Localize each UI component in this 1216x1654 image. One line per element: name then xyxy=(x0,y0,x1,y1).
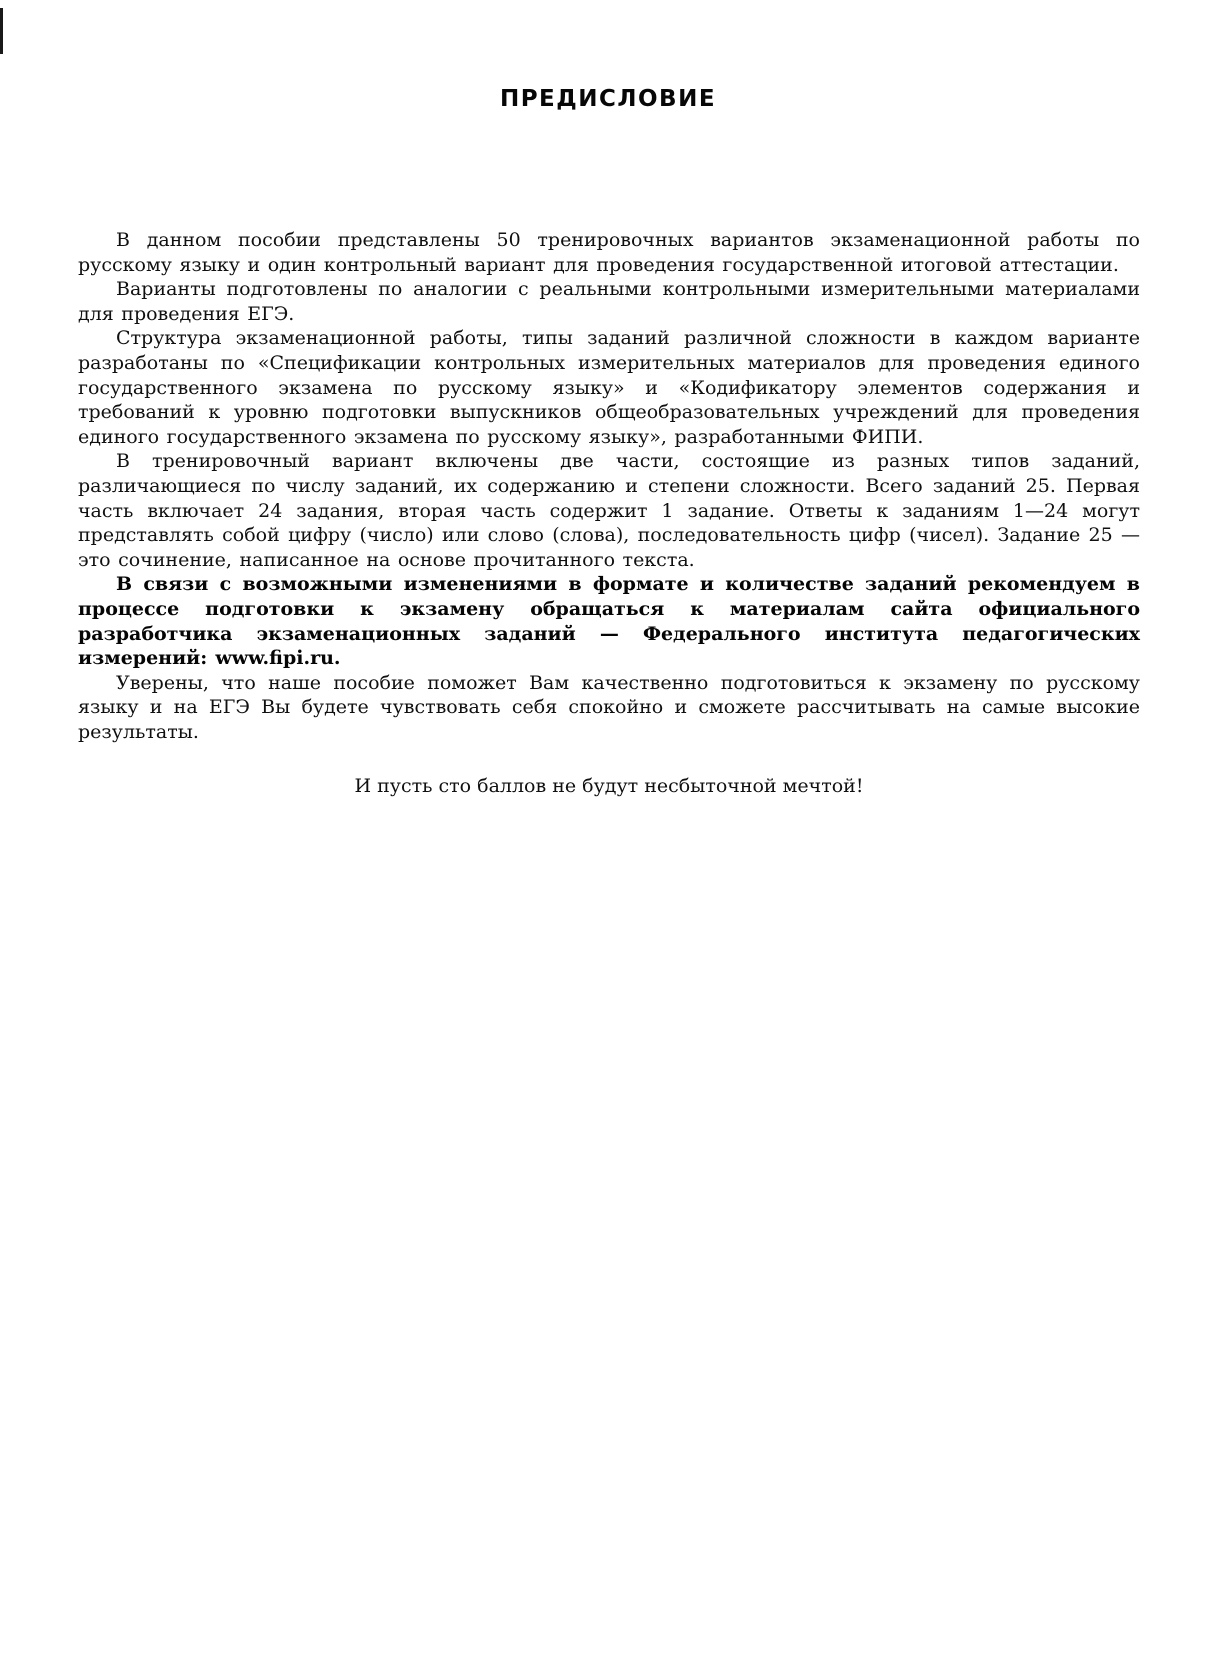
preface-paragraph: Уверены, что наше пособие поможет Вам качественно подготовиться к экзамену по русскому языку и на ЕГЭ Вы будете чувствовать себя спокойно и сможете рассчитывать на самые высокие результаты. xyxy=(78,671,1140,743)
preface-content xyxy=(78,228,1140,799)
closing-line: И пусть сто баллов не будут несбыточной мечтой! xyxy=(354,775,864,798)
scan-edge-artifact xyxy=(0,8,3,54)
preface-paragraph: В тренировочный вариант включены две части, состоящие из разных типов заданий, различающиеся по числу заданий, их содержанию и степени сложности. Всего заданий 25. Первая часть включает 24 задания, вторая часть содержит 1 задание. Ответы к заданиям 1—24 могут представлять собой цифру (число) или слово (слова), последовательность цифр (чисел). Задание 25 — это сочинение, написанное на основе прочитанного текста. xyxy=(78,450,1140,571)
page-title: ПРЕДИСЛОВИЕ xyxy=(499,86,717,112)
preface-paragraph: Структура экзаменационной работы, типы заданий различной сложности в каждом варианте разработаны по «Спецификации контрольных измерительных материалов для проведения единого государственного экзамена по русскому языку» и «Кодификатору элементов содержания и требований к уровню подготовки выпускников общеобразовательных учреждений для проведения единого государственного экзамена по русскому языку», разработанными ФИПИ. xyxy=(78,327,1140,448)
preface-paragraph-bold: В связи с возможными изменениями в формате и количестве заданий рекомендуем в процессе подготовки к экзамену обращаться к материалам сайта официального разработчика экзаменационных заданий — Федерального института педагогических измерений: www.fipi.ru. xyxy=(78,573,1140,670)
preface-paragraph: Варианты подготовлены по аналогии с реальными контрольными измерительными материалами для проведения ЕГЭ. xyxy=(78,278,1140,325)
preface-paragraph: В данном пособии представлены 50 тренировочных вариантов экзаменационной работы по русскому языку и один контрольный вариант для проведения государственной итоговой аттестации. xyxy=(78,229,1140,276)
